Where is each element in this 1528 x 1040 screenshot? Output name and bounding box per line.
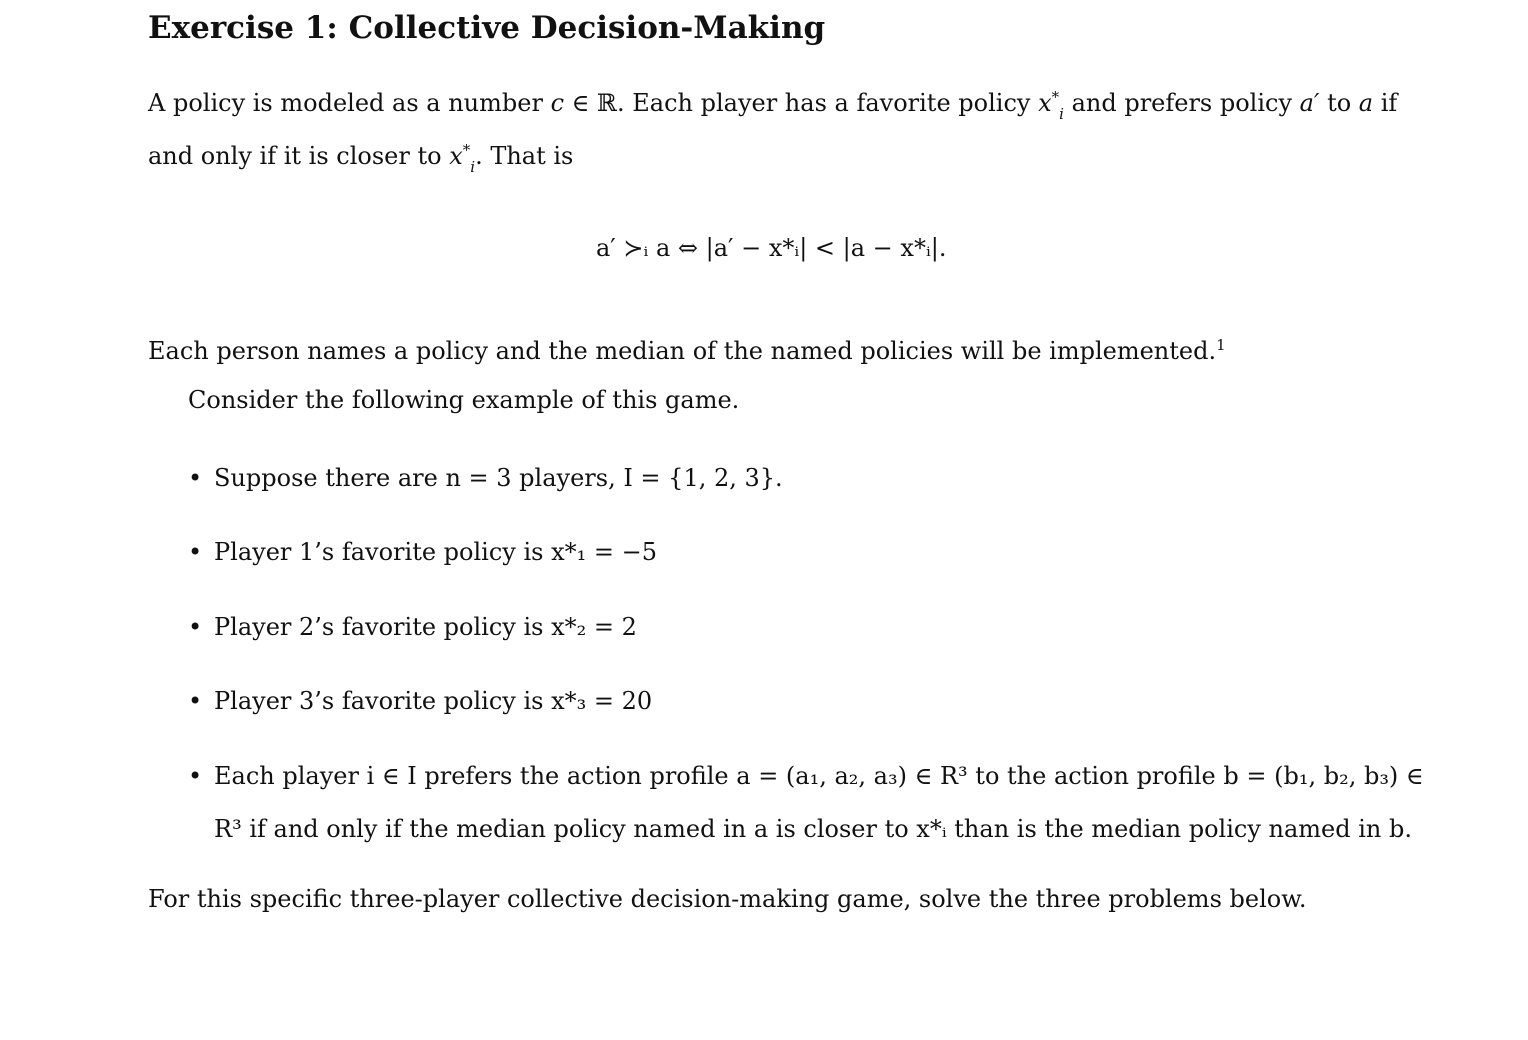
bullet-dot-icon: •	[188, 613, 203, 641]
bullet-dot-icon: •	[188, 687, 203, 715]
closing-sentence: For this specific three-player collective decision-making game, solve the three problems below.	[148, 885, 1307, 913]
display-equation: a′ ≻ᵢ a ⇔ |a′ − x*ᵢ| < |a − x*ᵢ|.	[596, 234, 947, 262]
bullet-dot-icon: •	[188, 762, 203, 790]
intro-paragraph-line-1: A policy is modeled as a number c ∈ ℝ. Each player has a favorite policy $x^*_i$ and prefers policy a′ to a if	[148, 88, 1398, 123]
intro-paragraph-line-2: and only if it is closer to $x^*_i$. That is	[148, 141, 574, 176]
consider-sentence: Consider the following example of this game.	[188, 386, 740, 414]
bullet-dot-icon: •	[188, 464, 203, 492]
footnote-marker: 1	[1216, 336, 1226, 354]
median-sentence: Each person names a policy and the median of the named policies will be implemented.$^1$	[148, 336, 1226, 365]
exercise-title: Exercise 1: Collective Decision-Making	[148, 10, 826, 46]
bullet-dot-icon: •	[188, 538, 203, 566]
